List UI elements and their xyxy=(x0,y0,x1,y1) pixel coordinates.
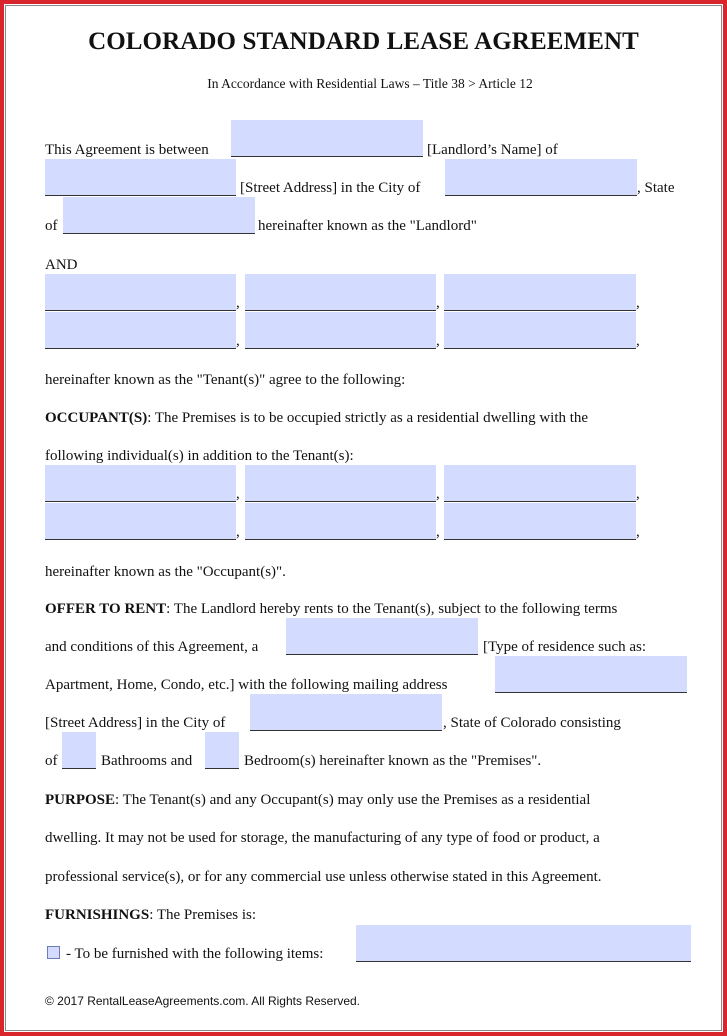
document-subtitle: In Accordance with Residential Laws – Title 38 > Article 12 xyxy=(207,76,533,91)
furnished-items-field[interactable] xyxy=(356,925,691,962)
tenant-comma: , xyxy=(636,333,640,349)
tenant-comma: , xyxy=(436,333,440,349)
landlord-of-label: of xyxy=(45,218,58,234)
tenant-comma: , xyxy=(636,295,640,311)
tenant-name-field-3[interactable] xyxy=(444,274,636,311)
landlord-state-field[interactable] xyxy=(63,197,255,234)
furnishings-text: : The Premises is: xyxy=(149,907,256,923)
offer-heading: OFFER TO RENT xyxy=(45,601,167,617)
occupant-comma: , xyxy=(636,524,640,540)
document-title: COLORADO STANDARD LEASE AGREEMENT xyxy=(88,28,639,55)
offer-text-line4: [Street Address] in the City of xyxy=(45,715,226,731)
offer-text-line3: Apartment, Home, Condo, etc.] with the following mailing address xyxy=(45,677,448,693)
tenant-name-field-5[interactable] xyxy=(245,312,436,349)
tenant-name-field-2[interactable] xyxy=(245,274,436,311)
offer-of-label: of xyxy=(45,753,58,769)
landlord-street-field[interactable] xyxy=(45,159,236,196)
occupant-name-field-6[interactable] xyxy=(444,503,636,540)
and-label: AND xyxy=(45,257,78,273)
offer-text-line2: and conditions of this Agreement, a xyxy=(45,639,259,655)
agreement-intro: This Agreement is between xyxy=(45,142,209,158)
landlord-city-field[interactable] xyxy=(445,159,637,196)
tenants-known-as: hereinafter known as the "Tenant(s)" agree to the following: xyxy=(45,372,406,388)
landlord-state-label: , State xyxy=(637,180,675,196)
tenant-comma: , xyxy=(236,333,240,349)
occupant-comma: , xyxy=(436,486,440,502)
landlord-street-label: [Street Address] in the City of xyxy=(240,180,421,196)
occupant-name-field-3[interactable] xyxy=(444,465,636,502)
tenant-name-field-6[interactable] xyxy=(444,312,636,349)
occupant-comma: , xyxy=(236,486,240,502)
residence-type-field[interactable] xyxy=(286,618,478,655)
landlord-name-field[interactable] xyxy=(231,120,423,157)
bedrooms-count-field[interactable] xyxy=(205,732,239,769)
occupant-comma: , xyxy=(236,524,240,540)
bedrooms-label: Bedroom(s) hereinafter known as the "Premises". xyxy=(244,753,542,769)
occupant-comma: , xyxy=(436,524,440,540)
residence-type-hint: [Type of residence such as: xyxy=(483,639,647,655)
occupant-comma: , xyxy=(636,486,640,502)
offer-state-text: , State of Colorado consisting xyxy=(443,715,621,731)
occupants-text: : The Premises is to be occupied strictly as a residential dwelling with the xyxy=(147,410,589,426)
landlord-name-label: [Landlord’s Name] of xyxy=(427,142,558,158)
tenant-name-field-1[interactable] xyxy=(45,274,236,311)
purpose-text-line3: professional service(s), or for any commercial use unless otherwise stated in this Agreement. xyxy=(45,869,602,885)
tenant-name-field-4[interactable] xyxy=(45,312,236,349)
landlord-known-as: hereinafter known as the "Landlord" xyxy=(258,218,477,234)
occupant-name-field-1[interactable] xyxy=(45,465,236,502)
premises-street-field[interactable] xyxy=(495,656,687,693)
furnishings-heading: FURNISHINGS xyxy=(45,907,150,923)
premises-city-field[interactable] xyxy=(250,694,442,731)
tenant-comma: , xyxy=(236,295,240,311)
occupants-heading: OCCUPANT(S) xyxy=(45,410,148,426)
occupant-name-field-2[interactable] xyxy=(245,465,436,502)
tenant-comma: , xyxy=(436,295,440,311)
offer-text-line1: : The Landlord hereby rents to the Tenant(s), subject to the following terms xyxy=(166,601,618,617)
occupants-known-as: hereinafter known as the "Occupant(s)". xyxy=(45,564,286,580)
furnished-checkbox[interactable] xyxy=(47,946,60,959)
occupant-name-field-4[interactable] xyxy=(45,503,236,540)
purpose-text-line1: : The Tenant(s) and any Occupant(s) may only use the Premises as a residential xyxy=(115,792,591,808)
purpose-heading: PURPOSE xyxy=(45,792,116,808)
copyright-footer: © 2017 RentalLeaseAgreements.com. All Rights Reserved. xyxy=(45,994,361,1008)
furnished-option-label: - To be furnished with the following items: xyxy=(66,946,324,962)
occupant-name-field-5[interactable] xyxy=(245,503,436,540)
occupants-text-line2: following individual(s) in addition to the Tenant(s): xyxy=(45,448,354,464)
purpose-text-line2: dwelling. It may not be used for storage, the manufacturing of any type of food or product, a xyxy=(45,830,600,846)
bathrooms-count-field[interactable] xyxy=(62,732,96,769)
bathrooms-label: Bathrooms and xyxy=(101,753,193,769)
